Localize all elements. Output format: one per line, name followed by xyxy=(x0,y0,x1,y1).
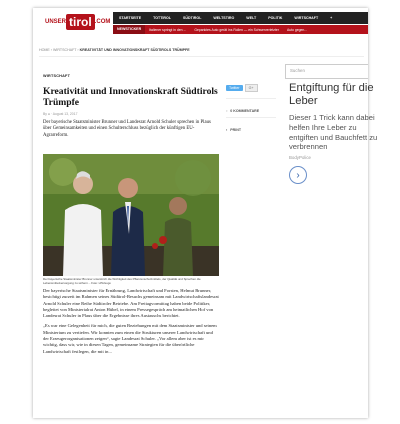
article-photo xyxy=(43,154,219,276)
logo-prefix: UNSER xyxy=(45,19,67,25)
share-column xyxy=(226,76,276,132)
logo-brand: tirol xyxy=(66,14,95,30)
print-link[interactable] xyxy=(226,128,276,132)
comment-icon: ▫ xyxy=(226,109,228,113)
nav-item-more[interactable]: + xyxy=(330,16,333,20)
ticker-label: NEWSTICKER xyxy=(113,25,145,34)
breadcrumb: HOME › WIRTSCHAFT › KREATIVITÄT UND INNOVATIONSKRAFT SÜDTIROLS TRÜMPFE xyxy=(39,48,190,52)
print-icon: ▪ xyxy=(226,128,228,132)
ad-source: BodyPolice xyxy=(289,155,311,161)
nav-item-wirtschaft[interactable]: WIRTSCHAFT xyxy=(294,16,319,20)
article-category[interactable]: WIRTSCHAFT xyxy=(43,74,71,78)
photo-illustration xyxy=(43,154,219,276)
ticker-item[interactable]: Gepanktes Auto gerät ins Rollen — ein Schwerverletzter xyxy=(194,27,279,32)
article-title: Kreativität und Innovationskraft Südtirols Trümpfe xyxy=(43,86,218,108)
article-paragraph: „Es war eine Gelegenheit für mich, die guten Beziehungen mit dem Staatsminister und seinem Ministerium zu vertiefen. Wir konnten zum einen die Strukturen unserer Landwirtschaft und der Erzeugerorganisationen zeigen“, sagte Landesrat Schuler. „Vor allem aber ist es mir wichtig, dass wir, wie in diesen Tagen, gemeinsame Strategien für die überörtliche Landwirtschaft festlegen, die mit in... xyxy=(43,323,217,354)
nav-item-tottirol[interactable]: TOTTIROL xyxy=(153,16,172,20)
comments-link[interactable] xyxy=(226,109,276,113)
ad-text[interactable]: Dieser 1 Trick kann dabei helfen Ihre Leber zu entgiften und Bauchfett zu verbrennen xyxy=(289,113,378,152)
gplus-share-button[interactable]: G+ xyxy=(245,84,258,92)
sidebar-ad[interactable] xyxy=(289,82,379,184)
print-label: PRINT xyxy=(230,128,242,132)
article-body xyxy=(43,288,219,359)
breadcrumb-section[interactable]: WIRTSCHAFT xyxy=(52,48,77,52)
divider xyxy=(226,117,276,118)
ticker-item[interactable]: Auto gegen... xyxy=(286,27,308,32)
nav-item-politik[interactable]: POLITIK xyxy=(268,16,283,20)
breadcrumb-current: KREATIVITÄT UND INNOVATIONSKRAFT SÜDTIROLS TRÜMPFE xyxy=(79,48,190,52)
divider xyxy=(39,56,364,57)
breadcrumb-home[interactable]: HOME xyxy=(39,48,50,52)
search-field[interactable] xyxy=(285,64,368,79)
photo-caption: Der bayerische Staatsminister Brunner unterstrich die Wichtigkeit des Pflanzenschutzmittels, der Qualität und Sprechen die Lebensmittelversorgung zu sichern. - Foto: LPA/sogo xyxy=(43,277,201,285)
divider xyxy=(226,98,276,99)
article-lead: Der bayerische Staatsminister Brunner und Landesrat Arnold Schuler sprechen in Plaus über Gemeinsamkeiten und einen Schulterschluss bezüglich der künftigen EU-Agrarreform. xyxy=(43,120,211,138)
nav-item-startseite[interactable]: STARTSEITE xyxy=(119,16,142,20)
logo-suffix: .COM xyxy=(94,19,111,25)
article-meta: By ● · August 13, 2017 xyxy=(43,112,78,116)
article-paragraph: Der bayerische Staatsminister für Ernährung, Landwirtschaft und Forsten, Helmut Brunner, besichtigt zurzeit im Rahmen seines Südtirol-Besuchs gemeinsam mit Landwirtschaftslandesrat Arnold Schuler eine Reihe Südtiroler Betriebe. Am Freitagvormittag haben beide Politiker, begleitet von Ministerialrat Anton Hübel, in einem Pressegespräch am heimatlichen Hof von Landesrat Schuler in Plaus über die Ergebnisse ihres Austauschs berichtet. xyxy=(43,288,219,319)
browser-page xyxy=(33,8,368,418)
twitter-share-button[interactable]: Twitter xyxy=(226,85,243,91)
nav-item-weltstiro[interactable]: WELTSTIRO xyxy=(213,16,235,20)
nav-item-welt[interactable]: WELT xyxy=(246,16,257,20)
ad-headline[interactable]: Entgiftung für die Leber xyxy=(289,82,374,107)
chevron-right-icon[interactable]: › xyxy=(289,166,307,184)
comments-label: 0 KOMMENTARE xyxy=(230,109,260,113)
main-nav xyxy=(113,12,368,24)
ticker-item[interactable]: Italiener springt in den ... xyxy=(149,27,187,32)
search-placeholder: Suchen xyxy=(290,68,305,73)
site-logo[interactable] xyxy=(45,12,110,32)
news-ticker xyxy=(113,25,368,34)
nav-item-suedtirol[interactable]: SÜDTIROL xyxy=(183,16,202,20)
